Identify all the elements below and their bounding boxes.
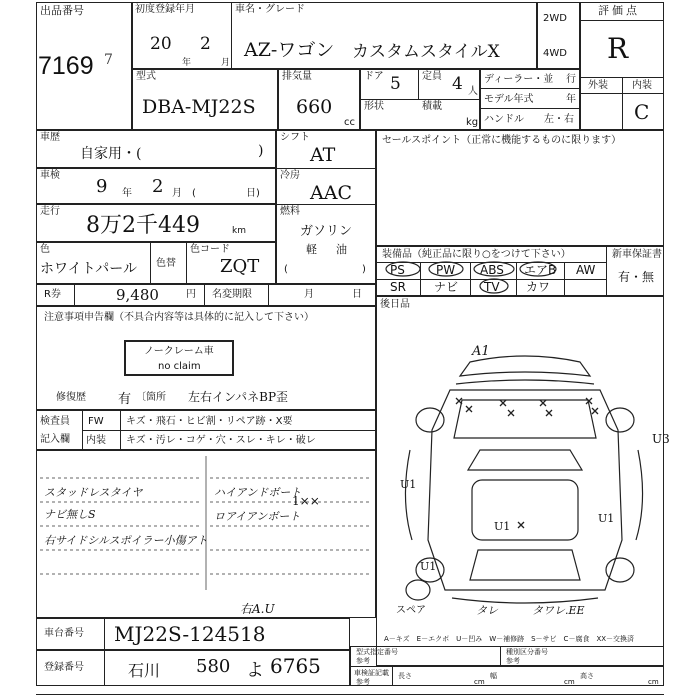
dealer-unit: 行 [566,74,576,85]
lot-mark: 7 [104,52,113,68]
note-right-2: ロアイアンボート [214,510,301,523]
reg-year: 20 [150,34,172,54]
warranty-label: 新車保証書 [612,249,662,260]
handle-label: ハンドル [484,114,524,125]
model-spec-ref: 参考 [356,657,370,665]
sales-point-label: セールスポイント（正常に機能するものに限ります） [382,135,622,146]
equip-airbag: エアB [524,263,557,277]
equip-tv: TV [484,280,500,294]
ac-value: AAC [310,182,352,204]
chassis-label: 車台番号 [44,628,84,639]
notes-label: 注意事項申告欄（不具合内容等は具体的に記入して下さい） [44,312,314,323]
recycle-label: R券 [44,289,61,300]
model-value: DBA-MJ22S [142,96,256,118]
fuel-oil: 油 [336,243,347,256]
name-change-day: 日 [352,289,362,300]
history-box [36,130,276,168]
model-year-label: モデル年式 [484,94,534,105]
equip-sr: SR [390,280,406,294]
fw-items: キズ・飛石・ヒビ割・リペア跡・X要 [126,416,293,427]
equip-navi: ナビ [434,280,459,294]
score-value: R [607,32,629,65]
reg-month: 2 [200,34,211,54]
note-left-1: スタッドレスタイヤ [44,486,143,499]
model-year-unit: 年 [566,94,576,105]
reg-date-label: 初度登録年月 [135,4,195,15]
sales-point-box [376,130,664,246]
color-code: ZQT [220,256,260,277]
chassis-value: MJ22S-124518 [114,622,266,646]
repair-place: 左右インパネBP歪 [188,390,289,404]
model-label: 型式 [136,71,156,82]
damage-legend: A－キズ E－エクボ U－凹み W－補修跡 S－サビ C－腐食 XX－交換済 [384,635,635,643]
unit-year: 年 [182,58,192,68]
history-close: ) [258,143,264,159]
width-label: 幅 [490,672,497,680]
fuel-paren-open: ( [284,264,288,275]
mark-u3: U3 [652,432,670,446]
history-label: 車歴 [40,132,60,143]
note-right-1: ハイアンドボート [214,486,302,499]
doors-label: ドア [364,71,384,82]
equip-abs: ABS [480,263,504,277]
doors-value: 5 [390,74,401,94]
mark-a1: A1 [472,344,490,359]
length-label: 長さ [398,672,412,680]
category-ref: 参考 [506,657,520,665]
equip-pw: PW [436,263,456,277]
repair-label: 修復歴 [56,392,86,403]
reg-place: 石川 [128,661,161,680]
equipment-label: 装備品（純正品に限り○をつけて下さい） [382,249,571,260]
insp-paren: ( [192,188,196,199]
warranty-value: 有・無 [618,270,655,284]
handle-value: 左・右 [544,114,574,125]
history-value: 自家用・( [80,146,142,162]
int-label: 内装 [632,80,652,91]
capacity-value: 4 [452,74,463,94]
note-right-mark: 1×× [292,494,320,508]
load-label: 積載 [422,101,442,112]
fuel-light: 軽 [306,243,317,256]
score-label: 評価点 [598,4,640,17]
car-grade: カスタムスタイルX [352,42,500,62]
reg-class: 580 [196,656,231,677]
height-label: 高さ [580,672,594,680]
shape-label: 形状 [364,101,384,112]
int-items: キズ・汚レ・コゲ・穴・スレ・キレ・破レ [126,435,316,446]
displacement-value: 660 [296,96,333,118]
inspection-label: 車検 [40,170,60,181]
ext-label: 外装 [588,80,608,91]
no-claim-en: no claim [158,361,201,372]
fill-label: 記入欄 [40,434,70,445]
inspector-label: 検査員 [40,416,70,427]
no-claim-jp: ノークレーム車 [144,346,214,357]
int-items-label: 内装 [86,435,106,446]
mark-u1-a: U1 [400,478,417,491]
dealer-label: ディーラー・並 [484,74,554,85]
insp-day: 日) [246,188,260,199]
mileage-label: 走行 [40,206,60,217]
recycle-value: 9,480 [116,286,159,304]
color-label: 色 [40,244,50,255]
category-label: 種別区分番号 [506,648,548,656]
reg-kana: よ [246,660,264,681]
cc-unit: cc [344,117,355,128]
drive-4wd: 4WD [543,48,567,59]
fuel-paren-close: ) [362,264,366,275]
spec-label: 車検証記載 [354,669,389,677]
length-unit: cm [474,678,485,686]
shift-label: シフト [280,132,310,143]
model-spec-label: 型式指定番号 [356,648,398,656]
insp-unit-year: 年 [122,188,132,199]
name-change-month: 月 [304,289,314,300]
car-name: AZ-ワゴン [244,39,335,61]
reg-number: 6765 [270,654,321,678]
fuel-label: 燃料 [280,206,300,217]
drive-2wd: 2WD [543,13,567,24]
spare-label: スペア [396,605,426,616]
registration-label: 登録番号 [44,662,84,673]
mileage-value: 8万2千449 [86,213,200,238]
kg-unit: kg [466,117,479,128]
int-score: C [634,100,650,124]
car-name-label: 車名・グレード [235,4,305,15]
color-change-label: 色替 [156,258,176,269]
repair-place-label: 〔箇所 [136,392,166,403]
equip-kawa: カワ [526,280,551,294]
note-left-2: ナビ無しS [44,508,96,521]
lot-label: 出品番号 [40,4,84,17]
recycle-box [36,284,376,306]
unit-month: 月 [221,58,231,68]
shift-value: AT [310,144,336,166]
note-bottom: 右A.U [240,602,275,616]
insp-month: 2 [152,176,164,197]
color-value: ホワイトパール [40,261,138,277]
name-change-label: 名変期限 [212,289,252,300]
color-code-label: 色コード [190,244,230,255]
km-unit: km [232,226,246,236]
repair-mark: 有 [118,392,132,407]
insp-unit-month: 月 [172,188,182,199]
lot-number: 7169 [38,52,94,80]
yen-unit: 円 [186,289,196,300]
mark-u1-b: U1 [598,512,615,525]
height-unit: cm [648,678,659,686]
equipment-circles [376,260,606,298]
equip-aw: AW [576,263,596,277]
mark-u1-d: U1 [494,520,511,533]
insp-year: 9 [96,176,108,197]
displacement-label: 排気量 [282,71,312,82]
spec-ref: 参考 [356,678,370,686]
capacity-label: 定員 [422,71,442,82]
capacity-unit: 人 [468,86,478,97]
ac-label: 冷房 [280,170,300,181]
afterfit-label: 後日品 [380,299,410,310]
diagram-note-1: タレ [476,604,498,617]
diagram-note-2: タワレ.EE [532,604,585,617]
fw-label: FW [88,416,104,427]
width-unit: cm [564,678,575,686]
equip-ps: PS [390,263,405,277]
fuel-value: ガソリン [300,224,353,239]
mark-u1-c: U1 [420,560,437,573]
note-left-3: 右サイドシルスポイラー小傷アト [44,534,208,547]
car-damage-diagram [390,340,660,630]
